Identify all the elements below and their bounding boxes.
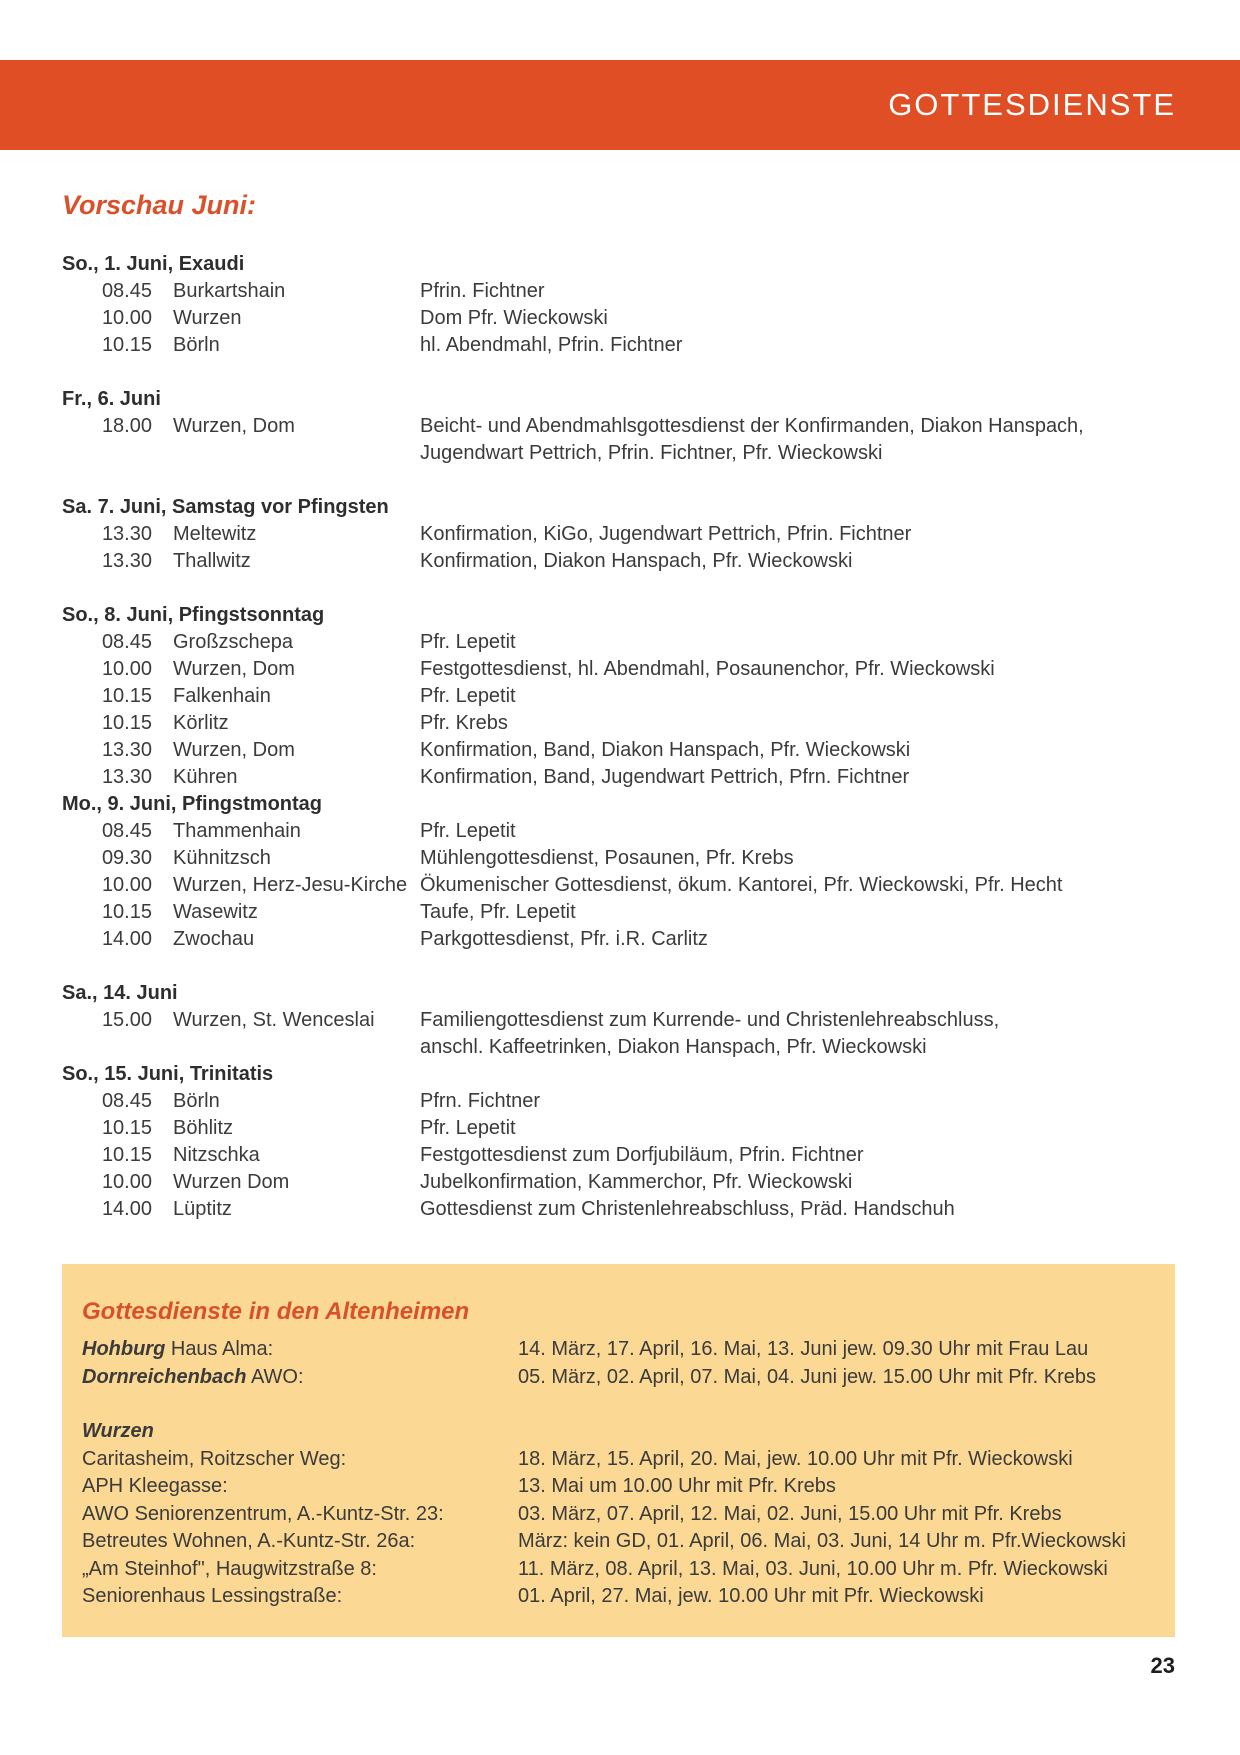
service-time: 08.45 [101,280,152,302]
altenheim-row [82,1446,1155,1474]
service-description-line: Pfr. Lepetit [420,631,516,653]
service-place: Wasewitz [173,901,258,923]
schedule-section [62,791,1175,953]
section-heading: Sa., 14. Juni [62,982,178,1004]
service-time: 09.30 [101,847,152,869]
service-description-line: Festgottesdienst, hl. Abendmahl, Posaunenchor, Pfr. Wieckowski [420,658,995,680]
service-description-line: hl. Abendmahl, Pfrin. Fichtner [420,334,683,356]
altenheim-label-rest: APH Kleegasse: [82,1475,228,1497]
altenheim-row [82,1364,1155,1392]
page-number: 23 [1150,1652,1175,1678]
schedule-section [62,602,1175,791]
altenheim-label-rest: Haus Alma: [165,1338,274,1360]
altenheim-dates: 14. März, 17. April, 16. Mai, 13. Juni jew. 09.30 Uhr mit Frau Lau [518,1338,1089,1360]
service-row [62,413,1175,467]
service-time: 10.15 [101,1144,152,1166]
altenheim-row [82,1473,1155,1501]
altenheim-dates: 03. März, 07. April, 12. Mai, 02. Juni, 15.00 Uhr mit Pfr. Krebs [518,1502,1062,1525]
preview-heading: Vorschau Juni: [62,190,257,220]
service-description-line: Mühlengottesdienst, Posaunen, Pfr. Krebs [420,847,794,869]
service-row [62,818,1175,845]
service-time: 10.00 [101,1171,152,1193]
altenheim-row [82,1528,1155,1556]
altenheim-row [82,1418,1155,1446]
service-row [62,710,1175,737]
service-description [420,818,1175,845]
service-row [62,332,1175,359]
service-row [62,1088,1175,1115]
section-heading: So., 15. Juni, Trinitatis [62,1063,274,1085]
service-time: 10.15 [101,712,152,734]
service-description [420,332,1175,359]
service-time: 10.00 [101,874,152,896]
service-place: Thammenhain [173,820,301,842]
service-place: Wurzen, Dom [173,415,295,437]
service-place: Zwochau [173,928,255,950]
service-row [62,656,1175,683]
schedule-section [62,386,1175,467]
service-place: Böhlitz [173,1117,234,1139]
service-description-line: Konfirmation, KiGo, Jugendwart Pettrich, Pfrin. Fichtner [420,523,912,545]
service-time: 10.15 [101,685,152,707]
service-description-line: Konfirmation, Band, Diakon Hanspach, Pfr. Wieckowski [420,739,911,761]
altenheim-label-rest: Caritasheim, Roitzscher Weg: [82,1447,347,1470]
service-description-line: Taufe, Pfr. Lepetit [420,901,576,923]
altenheim-dates: 18. März, 15. April, 20. Mai, jew. 10.00 Uhr mit Pfr. Wieckowski [518,1447,1073,1470]
service-place: Wurzen, Dom [173,658,295,680]
service-description [420,629,1175,656]
service-description-line: Gottesdienst zum Christenlehreabschluss, Präd. Handschuh [420,1198,955,1220]
service-description-line: Pfr. Krebs [420,712,508,734]
service-time: 10.00 [101,658,152,680]
service-time: 10.15 [101,334,152,356]
altenheim-label [82,1446,518,1474]
service-row [62,278,1175,305]
service-description-line: Pfr. Lepetit [420,1117,516,1139]
altenheim-label [82,1501,518,1529]
altenheim-label [82,1556,518,1584]
service-description-line: Dom Pfr. Wieckowski [420,307,608,329]
service-time: 13.30 [101,739,152,761]
section-heading: Mo., 9. Juni, Pfingstmontag [62,793,322,815]
service-time: 08.45 [101,820,152,842]
service-place: Burkartshain [173,280,286,302]
service-time: 10.00 [101,307,152,329]
service-row [62,1169,1175,1196]
service-row [62,899,1175,926]
service-row [62,737,1175,764]
schedule-section [62,1061,1175,1223]
service-row [62,521,1175,548]
spacer [82,1391,1155,1418]
service-time: 10.15 [101,901,152,923]
altenheim-dates: 05. März, 02. April, 07. Mai, 04. Juni jew. 15.00 Uhr mit Pfr. Krebs [518,1365,1097,1388]
service-place: Kühnitzsch [173,847,271,869]
header-bar [0,60,1240,150]
service-row [62,845,1175,872]
altenheim-label-rest: „Am Steinhof", Haugwitzstraße 8: [82,1557,377,1580]
service-place: Wurzen [173,307,242,329]
schedule-section [62,494,1175,575]
altenheim-label-rest: Seniorenhaus Lessingstraße: [82,1585,343,1607]
service-row [62,764,1175,791]
service-row [62,1007,1175,1061]
service-row [62,872,1175,899]
service-description [420,710,1175,737]
section-heading: Sa. 7. Juni, Samstag vor Pfingsten [62,496,389,518]
service-place: Börln [173,1090,220,1112]
service-time: 13.30 [101,766,152,788]
schedule-section [62,251,1175,359]
page-content [62,150,1175,1679]
service-place: Meltewitz [173,523,257,545]
altenheim-label [82,1418,518,1446]
service-place: Wurzen, Dom [173,739,295,761]
service-description [420,764,1175,791]
service-place: Großzschepa [173,631,294,653]
service-place: Lüptitz [173,1198,232,1220]
service-description [420,548,1175,575]
altenheime-rows [82,1336,1155,1611]
altenheim-row [82,1583,1155,1611]
service-description [420,1115,1175,1142]
altenheim-label [82,1473,518,1501]
service-row [62,1142,1175,1169]
service-description [420,1088,1175,1115]
service-description-line: Konfirmation, Band, Jugendwart Pettrich, Pfrn. Fichtner [420,766,910,788]
service-description-line: Pfrn. Fichtner [420,1090,541,1112]
service-description-line: Konfirmation, Diakon Hanspach, Pfr. Wieckowski [420,550,853,572]
altenheim-name: Dornreichenbach [82,1365,247,1388]
page-title: GOTTESDIENSTE [888,87,1176,122]
section-heading: So., 1. Juni, Exaudi [62,253,245,275]
service-row [62,548,1175,575]
altenheim-label [82,1364,518,1392]
service-place: Nitzschka [173,1144,260,1166]
section-heading: So., 8. Juni, Pfingstsonntag [62,604,325,626]
service-description-line: Parkgottesdienst, Pfr. i.R. Carlitz [420,928,708,950]
service-time: 13.30 [101,523,152,545]
service-time: 08.45 [101,1090,152,1112]
altenheim-row [82,1336,1155,1364]
service-description [420,872,1175,899]
service-schedule-list [62,251,1175,1223]
service-description-line: Familiengottesdienst zum Kurrende- und Christenlehreabschluss, [420,1009,1000,1031]
altenheim-label-rest: Betreutes Wohnen, A.-Kuntz-Str. 26a: [82,1530,416,1552]
altenheim-dates: 13. Mai um 10.00 Uhr mit Pfr. Krebs [518,1475,836,1497]
service-description [420,926,1175,953]
service-description [420,305,1175,332]
service-place: Börln [173,334,220,356]
service-description [420,521,1175,548]
service-description [420,278,1175,305]
service-row [62,1196,1175,1223]
service-description-line: Pfr. Lepetit [420,685,516,707]
altenheim-name: Wurzen [82,1420,154,1442]
altenheim-label-rest: AWO: [246,1365,304,1388]
service-description-line: Festgottesdienst zum Dorfjubiläum, Pfrin. Fichtner [420,1144,864,1166]
altenheime-heading: Gottesdienste in den Altenheimen [82,1298,470,1325]
service-row [62,305,1175,332]
service-description [420,845,1175,872]
service-description [420,413,1175,467]
service-time: 18.00 [101,415,152,437]
altenheim-label [82,1583,518,1611]
altenheim-dates [518,1418,1155,1446]
service-time: 14.00 [101,1198,152,1220]
schedule-section [62,980,1175,1061]
service-time: 15.00 [101,1009,152,1031]
service-description [420,1196,1175,1223]
service-description-line: Pfrin. Fichtner [420,280,545,302]
service-place: Wurzen, Herz-Jesu-Kirche [173,874,408,896]
service-description-line: Jubelkonfirmation, Kammerchor, Pfr. Wieckowski [420,1171,853,1193]
service-time: 13.30 [101,550,152,572]
service-description-line: Beicht- und Abendmahlsgottesdienst der Konfirmanden, Diakon Hanspach, [420,415,1084,437]
service-row [62,926,1175,953]
service-place: Wurzen, St. Wenceslai [173,1009,375,1031]
altenheim-dates: März: kein GD, 01. April, 06. Mai, 03. Juni, 14 Uhr m. Pfr.Wieckowski [518,1530,1126,1552]
service-description [420,1007,1175,1061]
altenheim-row [82,1501,1155,1529]
service-description-line: Ökumenischer Gottesdienst, ökum. Kantorei, Pfr. Wieckowski, Pfr. Hecht [420,874,1063,896]
service-place: Thallwitz [173,550,251,572]
altenheim-label [82,1336,518,1364]
service-description [420,1169,1175,1196]
service-time: 14.00 [101,928,152,950]
service-description [420,683,1175,710]
altenheim-row [82,1556,1155,1584]
altenheim-dates: 01. April, 27. Mai, jew. 10.00 Uhr mit Pfr. Wieckowski [518,1585,984,1607]
service-row [62,1115,1175,1142]
service-time: 08.45 [101,631,152,653]
service-description [420,899,1175,926]
altenheim-label [82,1528,518,1556]
service-description [420,656,1175,683]
altenheim-dates: 11. März, 08. April, 13. Mai, 03. Juni, 10.00 Uhr m. Pfr. Wieckowski [518,1557,1108,1580]
service-place: Körlitz [173,712,229,734]
service-place: Kühren [173,766,238,788]
service-description [420,1142,1175,1169]
service-row [62,683,1175,710]
altenheime-box [62,1264,1175,1637]
service-row [62,629,1175,656]
altenheim-label-rest: AWO Seniorenzentrum, A.-Kuntz-Str. 23: [82,1502,444,1525]
service-description-line: Jugendwart Pettrich, Pfrin. Fichtner, Pfr. Wieckowski [420,442,883,464]
service-time: 10.15 [101,1117,152,1139]
service-description [420,737,1175,764]
service-place: Falkenhain [173,685,271,707]
service-description-line: Pfr. Lepetit [420,820,516,842]
section-heading: Fr., 6. Juni [62,388,161,410]
service-place: Wurzen Dom [173,1171,290,1193]
altenheim-name: Hohburg [82,1338,166,1360]
service-description-line: anschl. Kaffeetrinken, Diakon Hanspach, Pfr. Wieckowski [420,1036,927,1058]
